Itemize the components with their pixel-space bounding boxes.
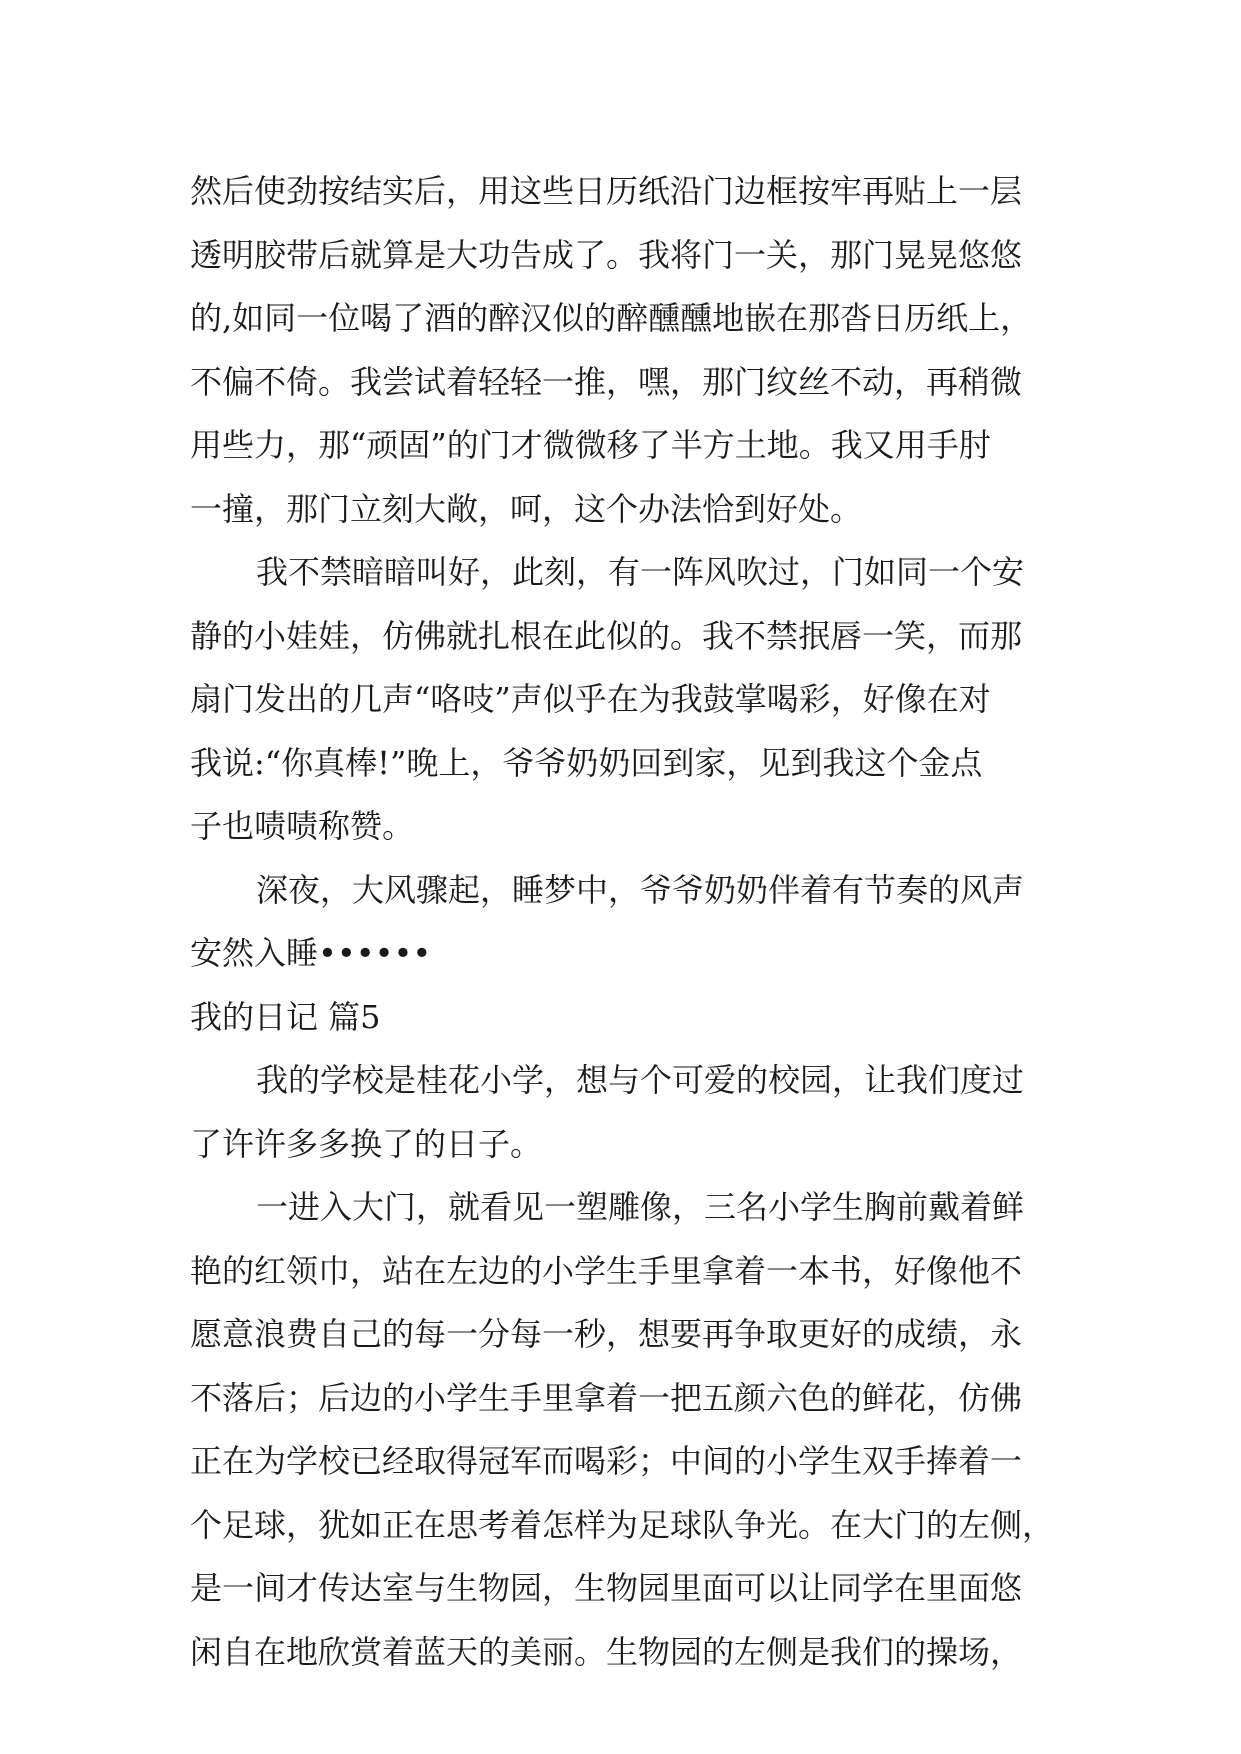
text-line: 静的小娃娃，仿佛就扎根在此似的。我不禁抿唇一笑，而那 (190, 616, 1023, 655)
text-line: 安然入睡•••••• (190, 934, 432, 972)
text-line: 不落后；后边的小学生手里拿着一把五颜六色的鲜花，仿佛 (190, 1378, 1023, 1417)
text-line: 深夜，大风骤起，睡梦中，爷爷奶奶伴着有节奏的风声 (256, 870, 1025, 909)
text-line: 用些力，那“顽固”的门才微微移了半方土地。我又用手肘 (190, 426, 991, 464)
text-line: 透明胶带后就算是大功告成了。我将门一关，那门晃晃悠悠 (190, 235, 1023, 274)
text-line: 个足球，犹如正在思考着怎样为足球队争光。在大门的左侧， (190, 1505, 1055, 1544)
text-line: 扇门发出的几声“咯吱”声似乎在为我鼓掌喝彩，好像在对 (190, 680, 991, 718)
text-line: 闲自在地欣赏着蓝天的美丽。生物园的左侧是我们的操场， (190, 1632, 1023, 1671)
text-line: 正在为学校已经取得冠军而喝彩；中间的小学生双手捧着一 (190, 1442, 1023, 1480)
text-line: 不偏不倚。我尝试着轻轻一推，嘿，那门纹丝不动，再稍微 (190, 362, 1023, 401)
text-line: 子也啧啧称赞。 (190, 807, 415, 845)
text-line: 是一间才传达室与生物园，生物园里面可以让同学在里面悠 (190, 1569, 1023, 1607)
text-line: 一进入大门，就看见一塑雕像，三名小学生胸前戴着鲜 (256, 1188, 1025, 1226)
text-line: 愿意浪费自己的每一分每一秒，想要再争取更好的成绩，永 (190, 1315, 1023, 1353)
text-line: 的,如同一位喝了酒的醉汉似的醉醺醺地嵌在那沓日历纸上， (190, 299, 1033, 337)
text-line: 一撞，那门立刻大敞，呵，这个办法恰到好处。 (190, 489, 863, 528)
text-line: 了许许多多换了的日子。 (190, 1124, 543, 1163)
document-body (190, 160, 1090, 1684)
section-title: 我的日记 篇5 (190, 997, 381, 1036)
text-line: 我说:“你真棒!”晚上，爷爷奶奶回到家，见到我这个金点 (190, 743, 983, 782)
text-line: 艳的红领巾，站在左边的小学生手里拿着一本书，好像他不 (190, 1251, 1023, 1290)
text-line: 然后使劲按结实后，用这些日历纸沿门边框按牢再贴上一层 (190, 172, 1023, 210)
text-line: 我的学校是桂花小学，想与个可爱的校园，让我们度过 (256, 1061, 1025, 1099)
text-line: 我不禁暗暗叫好，此刻，有一阵风吹过，门如同一个安 (256, 553, 1025, 591)
